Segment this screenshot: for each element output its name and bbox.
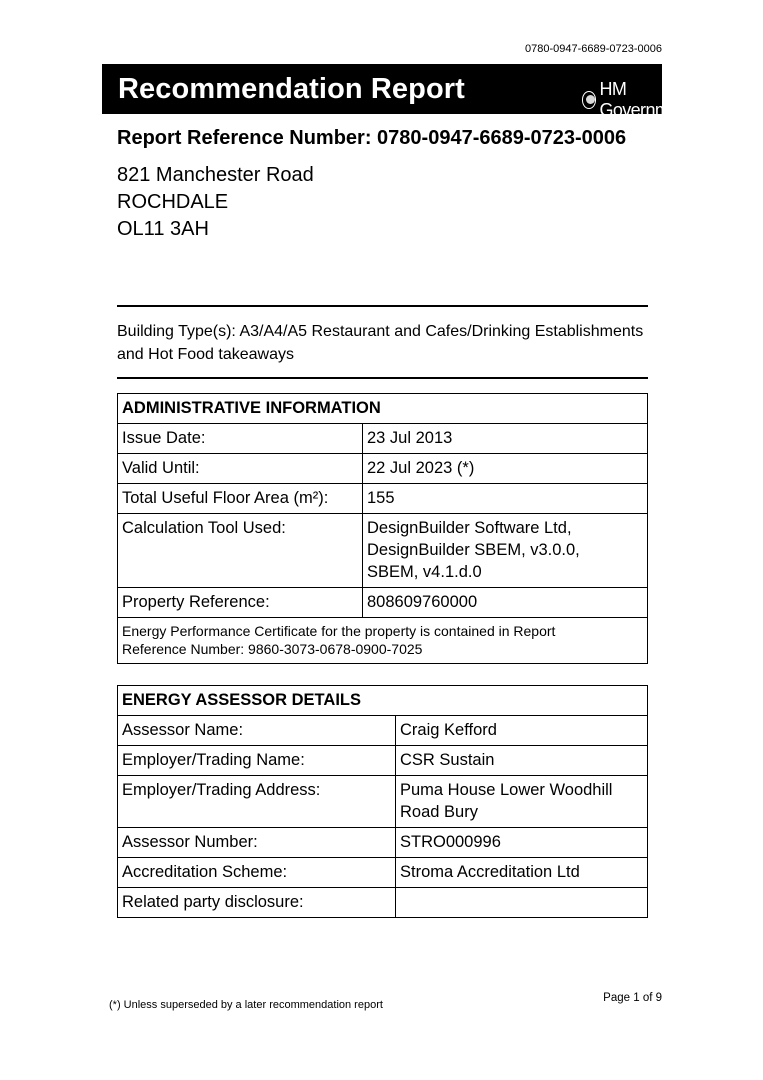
title-banner bbox=[102, 64, 693, 120]
row-label: Related party disclosure: bbox=[118, 888, 396, 918]
row-value: 22 Jul 2023 (*) bbox=[363, 454, 648, 484]
administrative-information-table bbox=[117, 393, 648, 664]
report-reference-number: Report Reference Number: 0780-0947-6689-0723-0006 bbox=[117, 127, 627, 149]
table-header-row bbox=[118, 394, 648, 424]
row-label: Valid Until: bbox=[118, 454, 363, 484]
page-title: Recommendation Report bbox=[118, 73, 465, 105]
row-value bbox=[396, 888, 648, 918]
row-value: 808609760000 bbox=[363, 588, 648, 618]
table-header-row bbox=[118, 686, 648, 716]
table-row bbox=[118, 716, 648, 746]
row-value: DesignBuilder Software Ltd, DesignBuilder SBEM, v3.0.0, SBEM, v4.1.d.0 bbox=[363, 514, 648, 588]
section-heading: ENERGY ASSESSOR DETAILS bbox=[118, 686, 648, 716]
divider bbox=[117, 305, 648, 307]
hm-government-logo bbox=[582, 79, 696, 121]
table-row bbox=[118, 828, 648, 858]
page-number: Page 1 of 9 bbox=[603, 992, 662, 1004]
table-row bbox=[118, 776, 648, 828]
row-value: 155 bbox=[363, 484, 648, 514]
row-value: Puma House Lower Woodhill Road Bury bbox=[396, 776, 648, 828]
row-label: Total Useful Floor Area (m²): bbox=[118, 484, 363, 514]
hm-government-text: HM Government bbox=[599, 79, 693, 120]
table-row bbox=[118, 858, 648, 888]
energy-assessor-details-table bbox=[117, 685, 648, 918]
row-label: Assessor Name: bbox=[118, 716, 396, 746]
divider bbox=[117, 377, 648, 379]
footnote: (*) Unless superseded by a later recommendation report bbox=[109, 999, 383, 1011]
table-row bbox=[118, 484, 648, 514]
row-label: Calculation Tool Used: bbox=[118, 514, 363, 588]
building-type: Building Type(s): A3/A4/A5 Restaurant and Cafes/Drinking Establishments and Hot Food takeaways bbox=[117, 323, 644, 363]
row-label: Accreditation Scheme: bbox=[118, 858, 396, 888]
address-line: OL11 3AH bbox=[117, 218, 209, 240]
epc-note: Energy Performance Certificate for the property is contained in Report Reference Number: 9860-3073-0678-0900-7025 bbox=[118, 618, 648, 664]
table-row bbox=[118, 746, 648, 776]
row-value: 23 Jul 2013 bbox=[363, 424, 648, 454]
row-value: Stroma Accreditation Ltd bbox=[396, 858, 648, 888]
top-reference-number: 0780-0947-6689-0723-0006 bbox=[524, 43, 662, 55]
address-line: ROCHDALE bbox=[117, 191, 229, 213]
table-row bbox=[118, 588, 648, 618]
table-row bbox=[118, 618, 648, 664]
row-label: Employer/Trading Name: bbox=[118, 746, 396, 776]
table-row bbox=[118, 514, 648, 588]
row-value: Craig Kefford bbox=[396, 716, 648, 746]
property-address bbox=[117, 162, 314, 243]
row-value: CSR Sustain bbox=[396, 746, 648, 776]
table-row bbox=[118, 888, 648, 918]
table-row bbox=[118, 454, 648, 484]
table-row bbox=[118, 424, 648, 454]
row-label: Employer/Trading Address: bbox=[118, 776, 396, 828]
row-label: Property Reference: bbox=[118, 588, 363, 618]
row-label: Issue Date: bbox=[118, 424, 363, 454]
section-heading: ADMINISTRATIVE INFORMATION bbox=[118, 394, 648, 424]
address-line: 821 Manchester Road bbox=[117, 164, 314, 186]
row-value: STRO000996 bbox=[396, 828, 648, 858]
row-label: Assessor Number: bbox=[118, 828, 396, 858]
royal-crest-icon bbox=[582, 91, 596, 109]
